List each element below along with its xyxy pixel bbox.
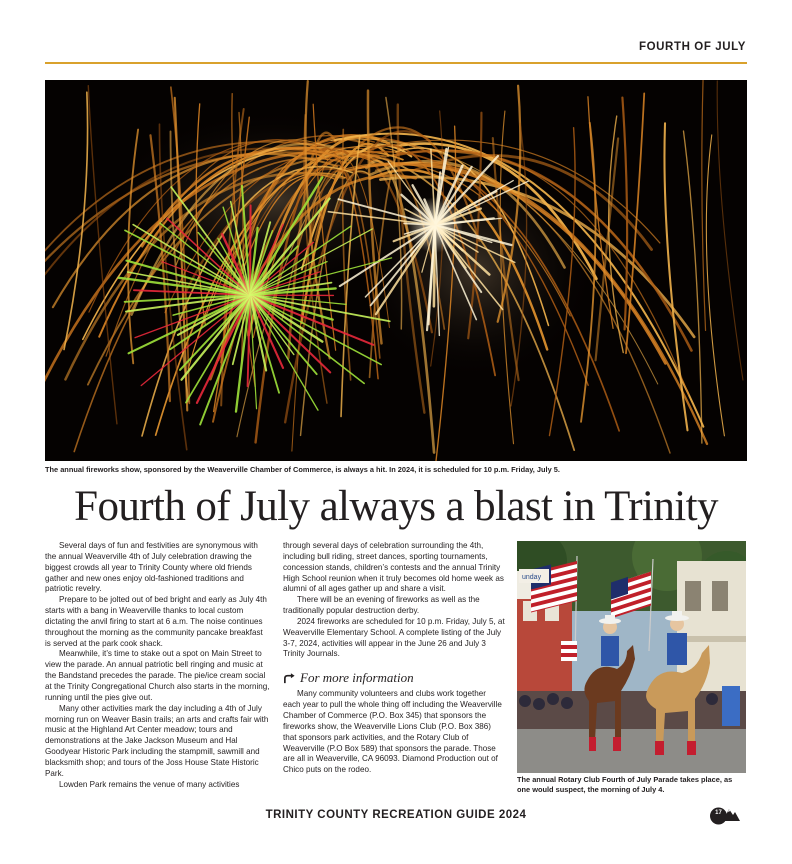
top-divider bbox=[45, 62, 747, 64]
paragraph: There will be an evening of fireworks as well as the traditionally popular destruction derby. bbox=[283, 595, 480, 616]
fireworks-caption: The annual fireworks show, sponsored by the Weaverville Chamber of Commerce, is always a hit. In 2024, it is scheduled for 10 p.m. Friday, July 5. bbox=[45, 465, 560, 474]
page-number: 17 bbox=[715, 810, 722, 816]
article-column-2 bbox=[283, 541, 505, 776]
paragraph: through several days of celebration surrounding the 4th, including bull riding, street dances, sporting tournaments, concession stands, children’s contests and the annual Trinity High School reunion when it truly becomes old home week as alumni of all ages gather up and share a visit. bbox=[283, 541, 504, 594]
section-label: FOURTH OF JULY bbox=[638, 41, 746, 53]
parade-caption: The annual Rotary Club Fourth of July Parade takes place, as one would suspect, the morning of July 4. bbox=[517, 775, 733, 794]
paragraph: Many community volunteers and clubs work together each year to pull the whole thing off including the Weaverville Chamber of Commerce (P.O. Box 345) that sponsors the fireworks show, the Weaverville Lions Club (P.O. Box 386) that sponsors park activities, and the Rotary Club of Weaverville (P.O Box 589) that sponsors the parade. Those are all in Weaverville, CA 96093. Diamond Production out of Chico puts on the rodeo. bbox=[283, 689, 502, 775]
parade-photo bbox=[517, 541, 746, 773]
paragraph: 2024 fireworks are scheduled for 10 p.m. Friday, July 5, at Weaverville Elementary School. A complete listing of the July 3-7, 2024, activities will appear in the June 26 and July 3 Trinity Journals. bbox=[283, 616, 505, 659]
fireworks-photo bbox=[45, 80, 747, 461]
headline: Fourth of July always a blast in Trinity bbox=[74, 483, 718, 530]
footer-title: TRINITY COUNTY RECREATION GUIDE 2024 bbox=[265, 809, 527, 821]
subhead bbox=[283, 670, 505, 686]
svg-text:unday: unday bbox=[522, 574, 542, 581]
paragraph: Several days of fun and festivities are synonymous with the annual Weaverville 4th of July celebration drawing the biggest crowds all year to Trinity County where old friends gather and new ones enjoy old-fashioned traditions and patriotic revelry. bbox=[45, 541, 258, 594]
paragraph: Lowden Park remains the venue of many activities bbox=[59, 779, 240, 789]
right-arrow-icon bbox=[283, 672, 296, 685]
paragraph: Meanwhile, it’s time to stake out a spot on Main Street to view the parade. An annual patriotic bell ringing and music at the Bandstand precedes the parade. The pie/ice cream social at the Trinity Congregational Church also starts in the morning, running until the pies give out. bbox=[45, 649, 270, 702]
subhead-text: For more information bbox=[300, 670, 414, 686]
paragraph: Many other activities mark the day including a 4th of July morning run on Weaver Basin trails; an arts and crafts fair with music at the Highland Art Center meadow; tours and demonstrations at the Jake Jackson Museum and Hal Goodyear Historic Park including the stampmill, sawmill and blacksmith shop; and tours of the Joss House State Historic Park. bbox=[45, 703, 269, 778]
article-column-1 bbox=[45, 541, 270, 790]
paragraph: Prepare to be jolted out of bed bright and early as July 4th starts with a bang in Weaverville thanks to local custom dictating the anvil firing to start at 6 a.m. The noise continues throughout the morning as the community pancake breakfast is served at the park cook shack. bbox=[45, 595, 267, 648]
